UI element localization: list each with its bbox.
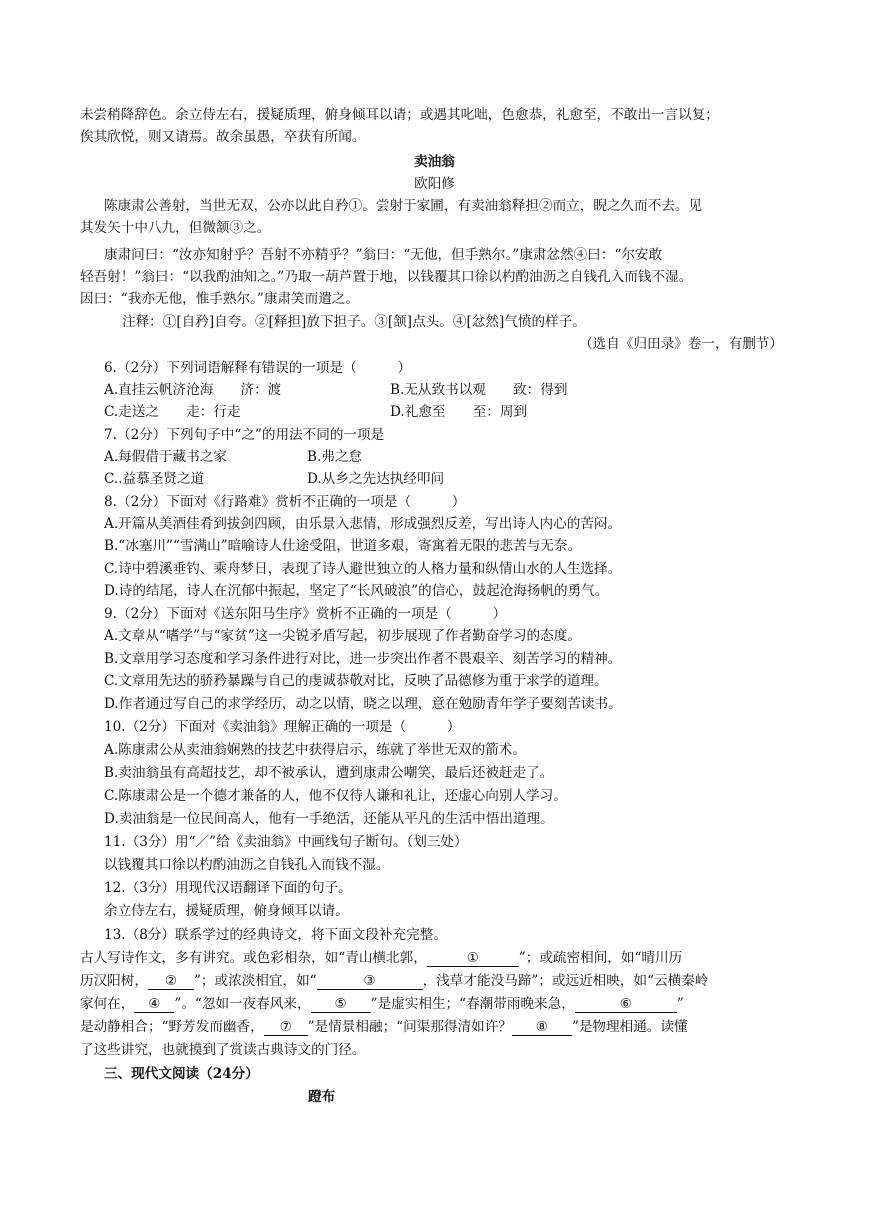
- paragraph-1-line-1: 陈康肃公善射，当世无双，公亦以此自矜①。尝射于家圃，有卖油翁释担②而立，睨之久而不去。见: [104, 198, 703, 214]
- passage-title: 卖油翁: [414, 154, 455, 170]
- passage-author: 欧阳修: [414, 176, 455, 192]
- answer-blank-6[interactable]: ⑥: [575, 996, 677, 1013]
- question-11: 11.（3分）用“／”给《卖油翁》中画线句子断句。（划三处）: [104, 834, 468, 850]
- question-9-option-c: C.文章用先达的骄矜暴躁与自己的虔诚恭敬对比，反映了品德修为重于求学的道理。: [104, 673, 608, 689]
- paragraph-1-line-2: 其发矢十中八九，但微颔③之。: [80, 220, 271, 236]
- question-10-option-a: A.陈康肃公从卖油翁娴熟的技艺中获得启示，练就了举世无双的箭术。: [104, 742, 526, 758]
- question-13: 13.（8分）联系学过的经典诗文，将下面文段补充完整。: [104, 927, 447, 943]
- paragraph-2-line-1: 康肃问曰：“汝亦知射乎？吾射不亦精乎？”翁曰：“无他，但手熟尔。”康肃忿然④曰：“尔安敢: [104, 247, 663, 263]
- paragraph-2-line-2: 轻吾射！”翁曰：“以我酌油知之。”乃取一葫芦置于地，以钱覆其口徐以杓酌油沥之自钱孔入而钱不湿。: [80, 269, 693, 285]
- section-3-title: 蹬布: [308, 1089, 336, 1105]
- question-10: 10.（2分）下面对《卖油翁》理解正确的一项是（ ）: [104, 719, 461, 735]
- answer-blank-1[interactable]: ①: [427, 950, 519, 967]
- question-8-option-a: A.开篇从美酒佳肴到拔剑四顾，由乐景入悲情，形成强烈反差，写出诗人内心的苦闷。: [104, 516, 622, 532]
- source: （选自《归田录》卷一，有删节）: [579, 336, 783, 352]
- answer-blank-3[interactable]: ③: [317, 973, 423, 990]
- question-10-option-b: B.卖油翁虽有高超技艺，却不被承认，遭到康肃公嘲笑，最后还被赶走了。: [104, 765, 554, 781]
- question-8-option-b: B.“冰塞川”“雪满山”暗喻诗人仕途受阻，世道多艰，寄寓着无限的悲苦与无奈。: [104, 538, 582, 554]
- question-8: 8.（2分）下面对《行路难》赏析不正确的一项是（ ）: [104, 494, 466, 510]
- question-7-option-d: D.从乡之先达执经叩问: [307, 471, 445, 487]
- question-9-option-a: A.文章从“嗜学”与“家贫”这一尖锐矛盾写起，初步展现了作者勤奋学习的态度。: [104, 628, 581, 644]
- intro-line-2: 俟其欣悦，则又请焉。故余虽愚，卒获有所闻。: [80, 129, 366, 145]
- question-6: 6.（2分）下列词语解释有错误的一项是（ ）: [104, 360, 412, 376]
- answer-blank-2[interactable]: ②: [148, 973, 194, 990]
- question-10-option-d: D.卖油翁是一位民间高人，他有一手绝活，还能从平凡的生活中悟出道理。: [104, 811, 554, 827]
- question-8-option-c: C.诗中碧溪垂钓、乘舟梦日，表现了诗人避世独立的人格力量和纵情山水的人生选择。: [104, 561, 622, 577]
- question-6-option-a: A.直挂云帆济沧海 济：渡: [104, 382, 282, 398]
- question-7-option-a: A.每假借于藏书之家: [104, 449, 227, 465]
- question-6-option-b: B.无从致书以观 致：得到: [390, 382, 568, 398]
- question-13-text-line-3: 家何在， ④ ”。“忽如一夜春风来， ⑤ ”是虚实相生；“春潮带雨晚来急， ⑥ ”: [80, 996, 684, 1012]
- question-13-text-line-2: 历汉阳树， ② ”；或浓淡相宜，如“ ③ ，浅草才能没马蹄”；或远近相映，如“云横秦岭: [80, 973, 709, 989]
- answer-blank-8[interactable]: ⑧: [512, 1019, 572, 1036]
- question-9-option-d: D.作者通过写自己的求学经历，动之以情，晓之以理，意在勉励青年学子要刻苦读书。: [104, 696, 622, 712]
- question-7: 7.（2分）下列句子中“之”的用法不同的一项是: [104, 427, 385, 443]
- paragraph-2-line-3: 因曰：“我亦无他，惟手熟尔。”康肃笑而遣之。: [80, 291, 359, 307]
- answer-blank-4[interactable]: ④: [134, 996, 174, 1013]
- question-12: 12.（3分）用现代汉语翻译下面的句子。: [104, 880, 352, 896]
- answer-blank-5[interactable]: ⑤: [311, 996, 371, 1013]
- question-9: 9.（2分）下面对《送东阳马生序》赏析不正确的一项是（ ）: [104, 606, 507, 622]
- question-13-text-line-5: 了这些讲究，也就摸到了赏读古典诗文的门径。: [80, 1042, 366, 1058]
- question-8-option-d: D.诗的结尾，诗人在沉郁中振起，坚定了“长风破浪”的信心，鼓起沧海扬帆的勇气。: [104, 583, 609, 599]
- question-12-sentence: 余立侍左右，援疑质理，俯身倾耳以请。: [104, 903, 349, 919]
- answer-blank-7[interactable]: ⑦: [264, 1019, 308, 1036]
- question-13-text-line-4: 是动静相合；“野芳发而幽香， ⑦ ”是情景相融；“问渠那得清如许？ ⑧ ”是物理相通。读懂: [80, 1019, 688, 1035]
- intro-line-1: 未尝稍降辞色。余立侍左右，援疑质理，俯身倾耳以请；或遇其叱咄，色愈恭，礼愈至，不敢出一言以复；: [80, 107, 719, 123]
- question-9-option-b: B.文章用学习态度和学习条件进行对比，进一步突出作者不畏艰辛、刻苦学习的精神。: [104, 651, 622, 667]
- question-6-option-c: C.走送之 走：行走: [104, 404, 241, 420]
- question-7-option-b: B.弗之怠: [307, 449, 363, 465]
- question-11-sentence: 以钱覆其口徐以杓酌油沥之自钱孔入而钱不湿。: [104, 857, 390, 873]
- question-7-option-c: C..益慕圣贤之道: [104, 471, 205, 487]
- question-10-option-c: C.陈康肃公是一个德才兼备的人，他不仅待人谦和礼让，还虚心向别人学习。: [104, 788, 567, 804]
- section-3-heading: 三、现代文阅读（24分）: [104, 1066, 259, 1082]
- question-13-text-line-1: 古人写诗作文，多有讲究。或色彩相杂，如“青山横北郭， ① ”；或疏密相间，如“晴川历: [80, 950, 683, 966]
- notes: 注释：①[自矜]自夸。②[释担]放下担子。③[颔]点头。④[忿然]气愤的样子。: [122, 314, 586, 330]
- question-6-option-d: D.礼愈至 至：周到: [390, 404, 528, 420]
